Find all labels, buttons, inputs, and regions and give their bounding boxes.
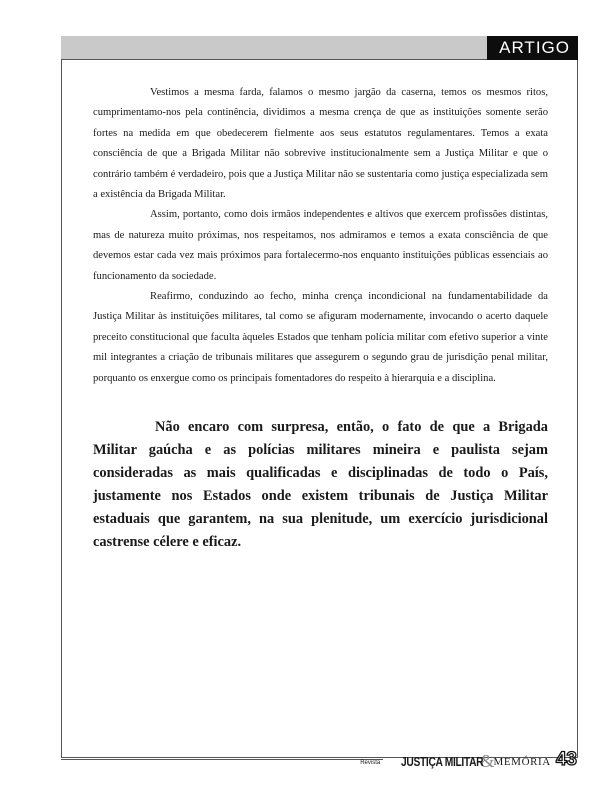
footer-magazine-title: JUSTIÇA MILITAR <box>401 755 484 769</box>
page-number: 43 <box>555 749 577 770</box>
footer-memoria: MEMÓRIA <box>493 756 551 768</box>
section-tag: ARTIGO <box>487 36 578 60</box>
footer-rule <box>61 759 383 760</box>
footer-ampersand: & <box>480 751 495 771</box>
article-paragraph: Assim, portanto, como dois irmãos independentes e altivos que exercem profissões distintas, mas de natureza muito próximas, nos respeitamos, nos admiramos e temos a exata consciência de que devemos estar cada vez mais próximos para fortalecermo-nos enquanto instituições públicas essenciais ao funcionamento da sociedade. <box>93 209 548 282</box>
pull-quote: Não encaro com surpresa, então, o fato de que a Brigada Militar gaúcha e as polícias militares mineira e paulista sejam consideradas as mais qualificadas e disciplinadas de todo o País, justamente nos Estados onde existem tribunais de Justiça Militar estaduais que garantem, na sua plenitude, um exercício jurisdicional castrense célere e eficaz. <box>93 419 548 550</box>
footer <box>360 748 577 770</box>
footer-revista-label: Revista <box>360 760 381 766</box>
article-body <box>93 83 548 397</box>
article-paragraph: Vestimos a mesma farda, falamos o mesmo jargão da caserna, temos os mesmos ritos, cumprimentamo-nos pela continência, dividimos a mesma crença de que as instituições somente serão fortes na medida em que obedecerem fielmente aos seus estatutos regulamentares. Temos a exata consciência de que a Brigada Militar não sobrevive institucionalmente sem a Justiça Militar e que o contrário também é verdadeiro, pois que a Justiça Militar não se sustentaria como justiça especializada sem a existência da Brigada Militar. <box>93 87 548 201</box>
article-paragraph: Reafirmo, conduzindo ao fecho, minha crença incondicional na fundamentabilidade da Justiça Militar às instituições militares, tal como se afiguram modernamente, invocando o acerto daquele preceito constitucional que faculta àqueles Estados que tenham polícia militar com efetivo superior a vinte mil integrantes a criação de tribunais militares que assegurem o segundo grau de jurisdição penal militar, porquanto os enxergue como os principais fomentadores do respeito à hierarquia e a disciplina. <box>93 291 548 384</box>
